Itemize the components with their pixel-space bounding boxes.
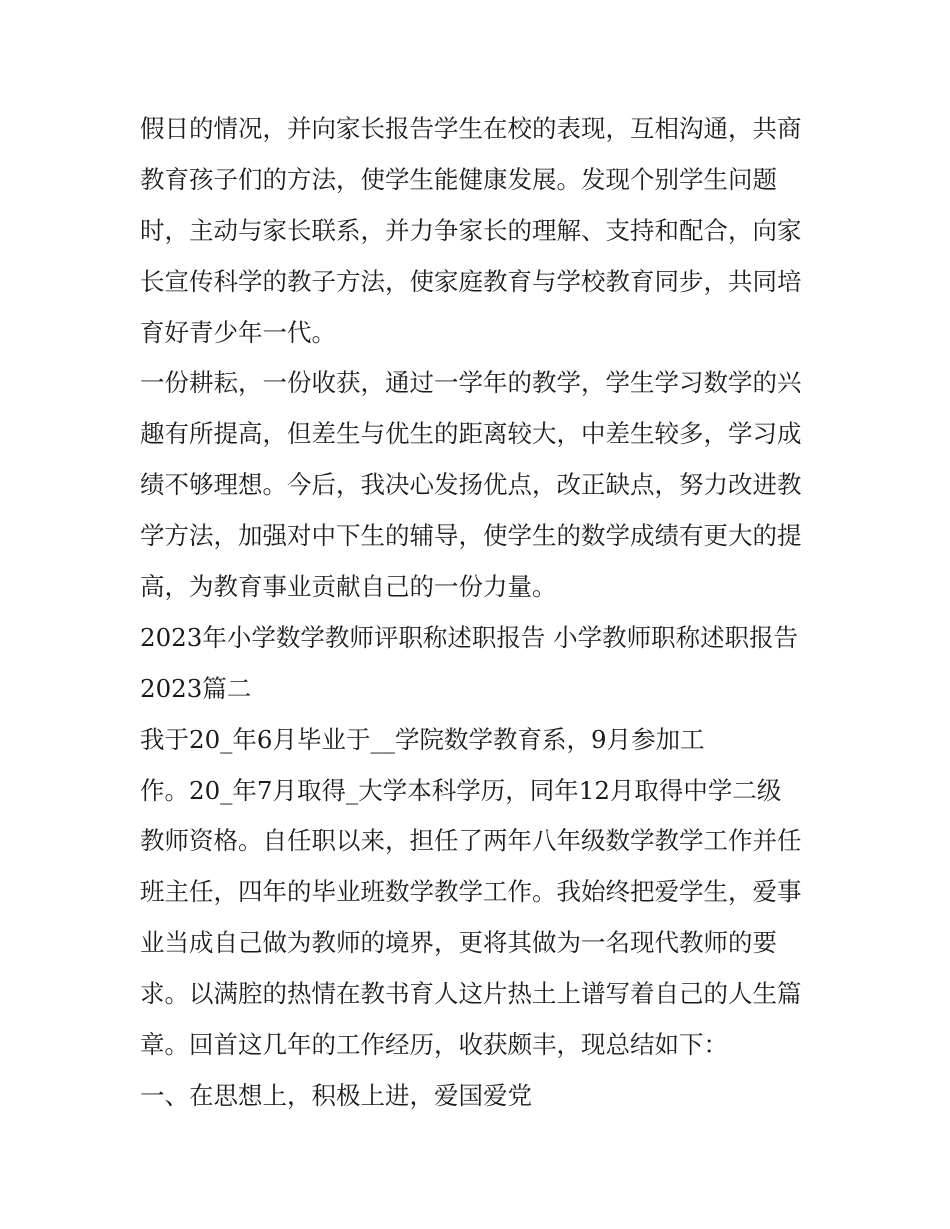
text-line: 趣有所提高，但差生与优生的距离较大，中差生较多，学习成 [140,419,802,449]
text-line: 求。以满腔的热情在教书育人这片热土上谱写着自己的人生篇 [140,979,802,1009]
text-line: 教师资格。自任职以来，担任了两年八年级数学教学工作并任 [140,826,802,856]
text-line: 学方法，加强对中下生的辅导，使学生的数学成绩有更大的提 [140,521,802,551]
section-heading-line: 2023年小学数学教师评职称述职报告 小学教师职称述职报告 [140,622,799,652]
text-line: 时，主动与家长联系，并力争家长的理解、支持和配合，向家 [140,215,802,245]
text-line: 作。20_年7月取得_大学本科学历，同年12月取得中学二级 [140,775,782,805]
text-line: 教育孩子们的方法，使学生能健康发展。发现个别学生问题 [140,164,777,194]
text-line: 绩不够理想。今后，我决心发扬优点，改正缺点，努力改进教 [140,470,802,500]
text-line: 章。回首这几年的工作经历，收获颇丰，现总结如下： [140,1030,728,1060]
section-heading-line: 2023篇二 [140,673,252,703]
text-line: 我于20_年6月毕业于__学院数学教育系，9月参加工 [140,724,705,754]
text-line: 一份耕耘，一份收获，通过一学年的教学，学生学习数学的兴 [140,368,802,398]
text-line: 长宣传科学的教子方法，使家庭教育与学校教育同步，共同培 [140,266,802,296]
text-line: 育好青少年一代。 [140,317,336,347]
text-line: 一、在思想上，积极上进，爱国爱党 [140,1080,532,1110]
document-body [140,104,820,1122]
text-line: 高，为教育事业贡献自己的一份力量。 [140,572,557,602]
text-line: 班主任，四年的毕业班数学教学工作。我始终把爱学生，爱事 [140,877,802,907]
text-line: 业当成自己做为教师的境界，更将其做为一名现代教师的要 [140,928,777,958]
text-line: 假日的情况，并向家长报告学生在校的表现，互相沟通，共商 [140,114,802,143]
